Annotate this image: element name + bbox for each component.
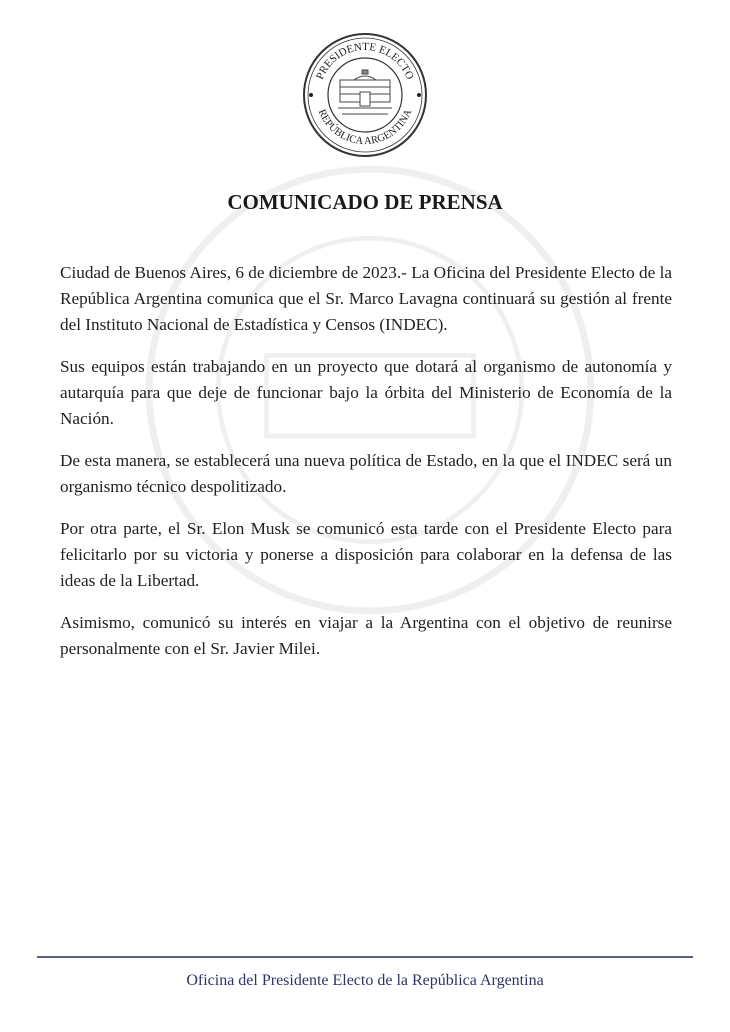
page-title: COMUNICADO DE PRENSA xyxy=(227,190,503,214)
paragraph-politica-estado: De esta manera, se establecerá una nueva política de Estado, en la que el INDEC será un organismo técnico despolitizado. xyxy=(60,451,672,496)
presidente-electo-seal xyxy=(302,32,428,158)
paragraph-autonomia: Sus equipos están trabajando en un proyecto que dotará al organismo de autonomía y autarquía para que deje de funcionar bajo la órbita del Ministerio de Economía de la Nación. xyxy=(60,357,672,428)
press-release-body xyxy=(60,260,672,678)
paragraph-viaje: Asimismo, comunicó su interés en viajar a la Argentina con el objetivo de reunirse personalmente con el Sr. Javier Milei. xyxy=(60,613,672,658)
paragraph-elon-musk: Por otra parte, el Sr. Elon Musk se comunicó esta tarde con el Presidente Electo para felicitarlo por su victoria y ponerse a disposición para colaborar en la defensa de las ideas de la Libertad. xyxy=(60,519,672,590)
paragraph-lavagna: Ciudad de Buenos Aires, 6 de diciembre de 2023.- La Oficina del Presidente Electo de la República Argentina comunica que el Sr. Marco Lavagna continuará su gestión al frente del Instituto Nacional de Estadística y Censos (INDEC). xyxy=(60,263,672,334)
seal-top-text: PRESIDENTE ELECTO xyxy=(314,40,416,82)
seal-bottom-text: REPÚBLICA ARGENTINA xyxy=(315,107,415,148)
footer-text: Oficina del Presidente Electo de la República Argentina xyxy=(186,972,544,989)
footer-divider xyxy=(37,956,693,958)
